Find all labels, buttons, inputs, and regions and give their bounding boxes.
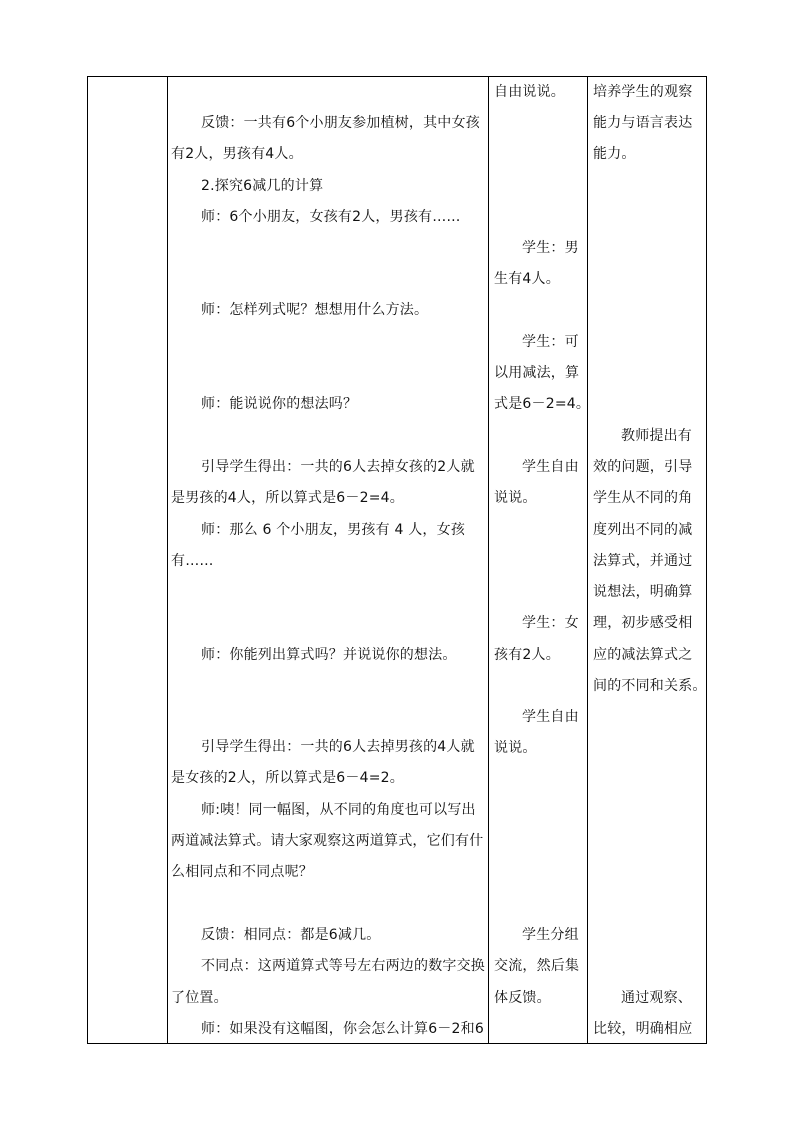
process-line: 师：那么 6 个小朋友，男孩有 4 人，女孩 — [201, 522, 466, 538]
process-line: 两道减法算式。请大家观察这两道算式，它们有什 — [171, 833, 484, 849]
student-line: 学生：男 — [522, 240, 579, 256]
table-border-left — [87, 76, 88, 1044]
process-line: 师:咦！同一幅图，从不同的角度也可以写出 — [201, 802, 476, 818]
intent-line: 比较，明确相应 — [593, 1021, 693, 1037]
student-line: 学生：女 — [522, 615, 579, 631]
table-divider-1 — [167, 76, 168, 1044]
process-line: 反馈：一共有6个小朋友参加植树，其中女孩 — [201, 115, 480, 131]
intent-line: 间的不同和关系。 — [593, 678, 707, 694]
student-line: 学生自由 — [522, 709, 579, 725]
student-line: 孩有2人。 — [494, 647, 560, 663]
process-line: 了位置。 — [171, 990, 228, 1006]
student-line: 以用减法，算 — [494, 365, 580, 381]
process-line: 引导学生得出：一共的6人去掉男孩的4人就 — [201, 739, 475, 755]
student-line: 交流，然后集 — [494, 958, 580, 974]
intent-line: 理，初步感受相 — [593, 615, 693, 631]
table-divider-2 — [488, 76, 489, 1044]
process-line: 是女孩的2人，所以算式是6－4=2。 — [171, 770, 404, 786]
student-line: 说说。 — [494, 740, 537, 756]
intent-line: 说想法，明确算 — [593, 584, 693, 600]
process-line: 有2人，男孩有4人。 — [171, 146, 303, 162]
process-line: 师：6个小朋友，女孩有2人，男孩有…… — [201, 209, 461, 225]
process-line: 反馈：相同点：都是6减几。 — [201, 927, 381, 943]
student-line: 体反馈。 — [494, 990, 551, 1006]
process-line: 师：能说说你的想法吗？ — [201, 396, 358, 412]
process-line: 师：如果没有这幅图，你会怎么计算6－2和6 — [201, 1021, 484, 1037]
process-line: 2.探究6减几的计算 — [201, 178, 324, 194]
intent-line: 度列出不同的减 — [593, 522, 693, 538]
process-line: 师：你能列出算式吗？并说说你的想法。 — [201, 647, 457, 663]
intent-line: 应的减法算式之 — [593, 647, 693, 663]
process-line: 引导学生得出：一共的6人去掉女孩的2人就 — [201, 459, 475, 475]
process-line: 么相同点和不同点呢？ — [171, 864, 313, 880]
intent-line: 能力与语言表达 — [593, 115, 693, 131]
student-line: 自由说说。 — [494, 84, 565, 100]
process-line: 师：怎样列式呢？想想用什么方法。 — [201, 302, 429, 318]
student-line: 生有4人。 — [494, 271, 560, 287]
intent-line: 效的问题，引导 — [593, 459, 693, 475]
intent-line: 法算式，并通过 — [593, 553, 693, 569]
student-line: 学生自由 — [522, 459, 579, 475]
process-line: 是男孩的4人，所以算式是6－2=4。 — [171, 490, 404, 506]
table-border-right — [706, 76, 707, 1044]
student-line: 学生：可 — [522, 334, 579, 350]
table-divider-3 — [587, 76, 588, 1044]
intent-line: 通过观察、 — [621, 990, 692, 1006]
table-bottom-border — [87, 1043, 707, 1044]
intent-line: 能力。 — [593, 146, 636, 162]
table-top-border — [87, 76, 707, 77]
intent-line: 学生从不同的角 — [593, 490, 693, 506]
intent-line: 培养学生的观察 — [593, 84, 693, 100]
student-line: 学生分组 — [522, 927, 579, 943]
student-line: 式是6－2=4。 — [494, 396, 591, 412]
intent-line: 教师提出有 — [621, 428, 692, 444]
student-line: 说说。 — [494, 490, 537, 506]
process-line: 有…… — [171, 553, 214, 569]
process-line: 不同点：这两道算式等号左右两边的数字交换 — [201, 958, 485, 974]
